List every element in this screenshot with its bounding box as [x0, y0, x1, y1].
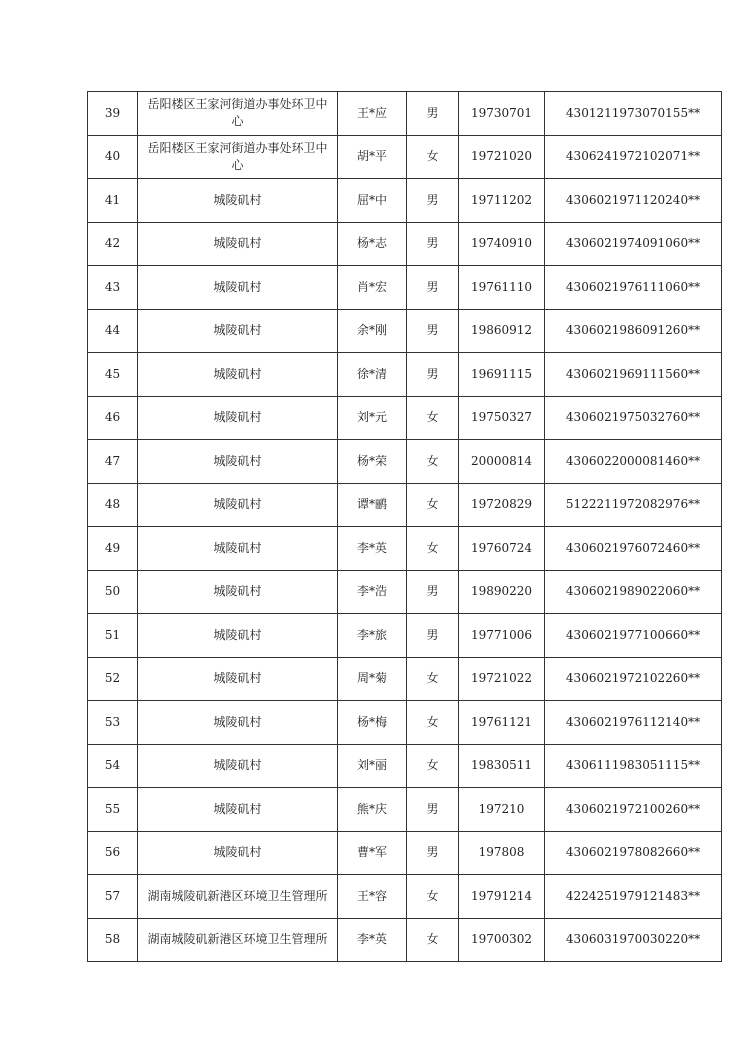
row-number-cell: 41	[88, 179, 138, 223]
person-name-cell: 李*旅	[338, 614, 407, 658]
gender-cell: 女	[407, 135, 459, 179]
person-name-cell: 杨*梅	[338, 701, 407, 745]
table-row	[88, 744, 722, 788]
gender-cell: 女	[407, 527, 459, 571]
row-number-cell: 51	[88, 614, 138, 658]
work-unit-cell: 城陵矶村	[138, 527, 338, 571]
id-number-cell: 4224251979121483**	[545, 875, 722, 919]
person-name-cell: 王*容	[338, 875, 407, 919]
person-name-cell: 李*英	[338, 527, 407, 571]
table-row	[88, 570, 722, 614]
work-unit-cell: 湖南城陵矶新港区环境卫生管理所	[138, 875, 338, 919]
birth-date-cell: 19761121	[459, 701, 545, 745]
row-number-cell: 56	[88, 831, 138, 875]
person-name-cell: 熊*庆	[338, 788, 407, 832]
person-name-cell: 胡*平	[338, 135, 407, 179]
person-name-cell: 王*应	[338, 92, 407, 136]
work-unit-cell: 城陵矶村	[138, 266, 338, 310]
person-name-cell: 周*菊	[338, 657, 407, 701]
row-number-cell: 57	[88, 875, 138, 919]
id-number-cell: 4306021969111560**	[545, 353, 722, 397]
birth-date-cell: 19830511	[459, 744, 545, 788]
personnel-table	[87, 91, 722, 962]
gender-cell: 男	[407, 570, 459, 614]
person-name-cell: 李*浩	[338, 570, 407, 614]
table-row	[88, 701, 722, 745]
table-row	[88, 135, 722, 179]
gender-cell: 男	[407, 179, 459, 223]
gender-cell: 男	[407, 309, 459, 353]
gender-cell: 男	[407, 788, 459, 832]
table-row	[88, 92, 722, 136]
gender-cell: 女	[407, 701, 459, 745]
personnel-table-body	[88, 92, 722, 962]
table-row	[88, 527, 722, 571]
row-number-cell: 55	[88, 788, 138, 832]
work-unit-cell: 城陵矶村	[138, 396, 338, 440]
gender-cell: 男	[407, 222, 459, 266]
row-number-cell: 49	[88, 527, 138, 571]
table-row	[88, 483, 722, 527]
id-number-cell: 4306021975032760**	[545, 396, 722, 440]
person-name-cell: 李*英	[338, 918, 407, 962]
person-name-cell: 刘*元	[338, 396, 407, 440]
birth-date-cell: 197808	[459, 831, 545, 875]
gender-cell: 男	[407, 614, 459, 658]
id-number-cell: 4306021972102260**	[545, 657, 722, 701]
id-number-cell: 5122211972082976**	[545, 483, 722, 527]
work-unit-cell: 湖南城陵矶新港区环境卫生管理所	[138, 918, 338, 962]
row-number-cell: 54	[88, 744, 138, 788]
id-number-cell: 4306111983051115**	[545, 744, 722, 788]
row-number-cell: 53	[88, 701, 138, 745]
birth-date-cell: 19761110	[459, 266, 545, 310]
id-number-cell: 4306021976112140**	[545, 701, 722, 745]
work-unit-cell: 城陵矶村	[138, 657, 338, 701]
birth-date-cell: 19721022	[459, 657, 545, 701]
id-number-cell: 4306241972102071**	[545, 135, 722, 179]
birth-date-cell: 19860912	[459, 309, 545, 353]
work-unit-cell: 城陵矶村	[138, 744, 338, 788]
work-unit-cell: 城陵矶村	[138, 701, 338, 745]
work-unit-cell: 城陵矶村	[138, 831, 338, 875]
row-number-cell: 48	[88, 483, 138, 527]
table-row	[88, 918, 722, 962]
id-number-cell: 4306021977100660**	[545, 614, 722, 658]
row-number-cell: 58	[88, 918, 138, 962]
id-number-cell: 4306021978082660**	[545, 831, 722, 875]
birth-date-cell: 197210	[459, 788, 545, 832]
birth-date-cell: 20000814	[459, 440, 545, 484]
id-number-cell: 4306031970030220**	[545, 918, 722, 962]
work-unit-cell: 城陵矶村	[138, 440, 338, 484]
work-unit-cell: 城陵矶村	[138, 222, 338, 266]
row-number-cell: 45	[88, 353, 138, 397]
person-name-cell: 曹*军	[338, 831, 407, 875]
gender-cell: 男	[407, 266, 459, 310]
id-number-cell: 4306021976072460**	[545, 527, 722, 571]
birth-date-cell: 19791214	[459, 875, 545, 919]
row-number-cell: 47	[88, 440, 138, 484]
gender-cell: 男	[407, 92, 459, 136]
id-number-cell: 4301211973070155**	[545, 92, 722, 136]
birth-date-cell: 19740910	[459, 222, 545, 266]
row-number-cell: 50	[88, 570, 138, 614]
birth-date-cell: 19730701	[459, 92, 545, 136]
gender-cell: 男	[407, 831, 459, 875]
id-number-cell: 4306021971120240**	[545, 179, 722, 223]
table-row	[88, 831, 722, 875]
table-row	[88, 396, 722, 440]
birth-date-cell: 19750327	[459, 396, 545, 440]
gender-cell: 女	[407, 657, 459, 701]
person-name-cell: 余*刚	[338, 309, 407, 353]
row-number-cell: 42	[88, 222, 138, 266]
table-row	[88, 179, 722, 223]
person-name-cell: 杨*荣	[338, 440, 407, 484]
table-row	[88, 266, 722, 310]
work-unit-cell: 城陵矶村	[138, 614, 338, 658]
table-row	[88, 875, 722, 919]
gender-cell: 女	[407, 918, 459, 962]
work-unit-cell: 城陵矶村	[138, 788, 338, 832]
gender-cell: 女	[407, 744, 459, 788]
table-row	[88, 222, 722, 266]
table-row	[88, 614, 722, 658]
id-number-cell: 4306021974091060**	[545, 222, 722, 266]
work-unit-cell: 岳阳楼区王家河街道办事处环卫中心	[138, 135, 338, 179]
table-row	[88, 657, 722, 701]
person-name-cell: 肖*宏	[338, 266, 407, 310]
gender-cell: 女	[407, 440, 459, 484]
table-row	[88, 788, 722, 832]
gender-cell: 男	[407, 353, 459, 397]
table-row	[88, 440, 722, 484]
id-number-cell: 4306021986091260**	[545, 309, 722, 353]
birth-date-cell: 19771006	[459, 614, 545, 658]
gender-cell: 女	[407, 396, 459, 440]
birth-date-cell: 19720829	[459, 483, 545, 527]
row-number-cell: 43	[88, 266, 138, 310]
person-name-cell: 屈*中	[338, 179, 407, 223]
id-number-cell: 4306021989022060**	[545, 570, 722, 614]
work-unit-cell: 城陵矶村	[138, 570, 338, 614]
birth-date-cell: 19691115	[459, 353, 545, 397]
person-name-cell: 刘*丽	[338, 744, 407, 788]
person-name-cell: 杨*志	[338, 222, 407, 266]
work-unit-cell: 岳阳楼区王家河街道办事处环卫中心	[138, 92, 338, 136]
table-row	[88, 353, 722, 397]
row-number-cell: 52	[88, 657, 138, 701]
id-number-cell: 4306021976111060**	[545, 266, 722, 310]
gender-cell: 女	[407, 875, 459, 919]
row-number-cell: 46	[88, 396, 138, 440]
row-number-cell: 39	[88, 92, 138, 136]
birth-date-cell: 19700302	[459, 918, 545, 962]
id-number-cell: 4306022000081460**	[545, 440, 722, 484]
work-unit-cell: 城陵矶村	[138, 483, 338, 527]
birth-date-cell: 19760724	[459, 527, 545, 571]
table-row	[88, 309, 722, 353]
row-number-cell: 44	[88, 309, 138, 353]
gender-cell: 女	[407, 483, 459, 527]
row-number-cell: 40	[88, 135, 138, 179]
birth-date-cell: 19721020	[459, 135, 545, 179]
birth-date-cell: 19890220	[459, 570, 545, 614]
work-unit-cell: 城陵矶村	[138, 309, 338, 353]
birth-date-cell: 19711202	[459, 179, 545, 223]
id-number-cell: 4306021972100260**	[545, 788, 722, 832]
person-name-cell: 谭*鹂	[338, 483, 407, 527]
person-name-cell: 徐*清	[338, 353, 407, 397]
work-unit-cell: 城陵矶村	[138, 179, 338, 223]
work-unit-cell: 城陵矶村	[138, 353, 338, 397]
